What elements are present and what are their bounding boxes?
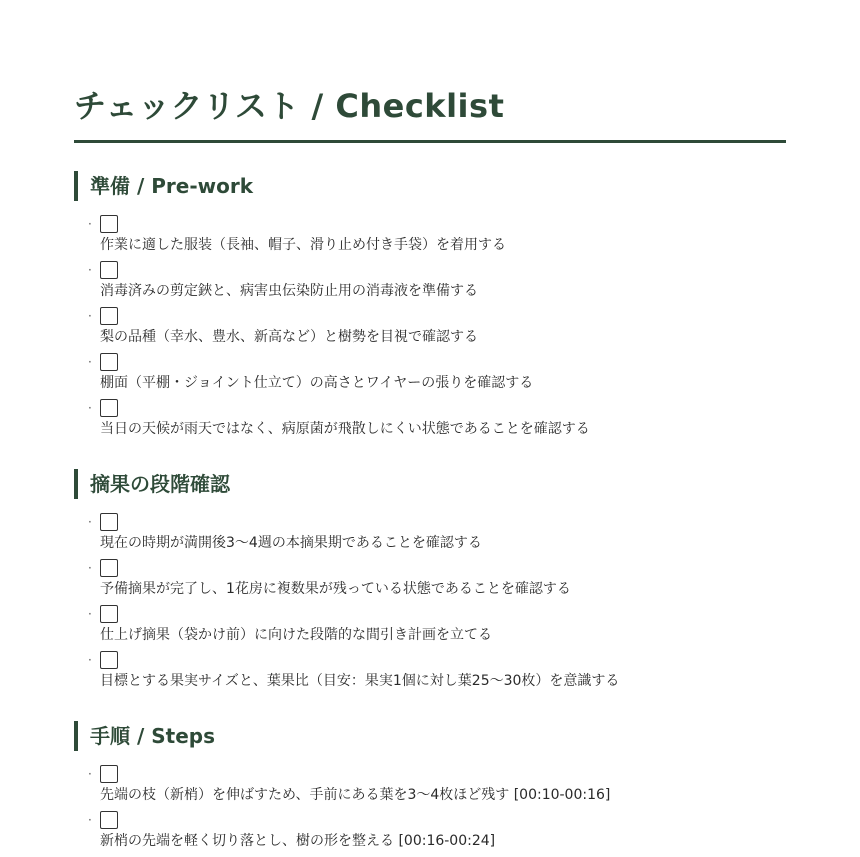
checklist-item [74,215,786,257]
checkbox[interactable] [100,765,118,783]
page-title: チェックリスト / Checklist [74,87,505,125]
section-heading: 準備 / Pre-work [74,171,786,201]
checklist-item-text: 予備摘果が完了し、1花房に複数果が残っている状態であることを確認する [100,581,571,597]
bullet-dot: · [88,607,92,621]
checklist-item-text: 作業に適した服装（長袖、帽子、滑り止め付き手袋）を着用する [100,237,506,253]
bullet-dot: · [88,767,92,781]
checklist-item [74,307,786,349]
checklist-item-text: 先端の枝（新梢）を伸ばすため、手前にある葉を3～4枚ほど残す [00:10-00:16] [100,787,611,803]
checklist-item-text: 目標とする果実サイズと、葉果比（目安：果実1個に対し葉25～30枚）を意識する [100,673,620,689]
bullet-dot: · [88,515,92,529]
section-heading: 摘果の段階確認 [74,469,786,499]
bullet-dot: · [88,653,92,667]
checkbox[interactable] [100,559,118,577]
checkbox[interactable] [100,513,118,531]
checkbox[interactable] [100,353,118,371]
checkbox[interactable] [100,651,118,669]
checkbox[interactable] [100,399,118,417]
checklist-item [74,399,786,441]
checklist-item-text: 棚面（平棚・ジョイント仕立て）の高さとワイヤーの張りを確認する [100,375,534,391]
checkbox[interactable] [100,307,118,325]
checkbox[interactable] [100,605,118,623]
checklist-item [74,559,786,601]
title-divider [74,140,786,143]
bullet-dot: · [88,263,92,277]
bullet-dot: · [88,217,92,231]
checklist-item-text: 新梢の先端を軽く切り落とし、樹の形を整える [00:16-00:24] [100,833,496,849]
checklist-item [74,605,786,647]
checkbox[interactable] [100,261,118,279]
checklist-item [74,513,786,555]
checklist-item [74,765,786,807]
section-prework [74,171,786,441]
section-thinning-stages [74,469,786,693]
checklist-page [74,84,786,857]
checklist-item-text: 現在の時期が満開後3～4週の本摘果期であることを確認する [100,535,482,551]
bullet-dot: · [88,561,92,575]
checklist [74,513,786,693]
checklist-item [74,651,786,693]
checklist-item [74,811,786,853]
checkbox[interactable] [100,215,118,233]
bullet-dot: · [88,813,92,827]
checklist-item [74,261,786,303]
section-heading: 手順 / Steps [74,721,786,751]
checklist [74,215,786,441]
checklist-item-text: 梨の品種（幸水、豊水、新高など）と樹勢を目視で確認する [100,329,478,345]
checkbox[interactable] [100,811,118,829]
checklist-item-text: 仕上げ摘果（袋かけ前）に向けた段階的な間引き計画を立てる [100,627,492,643]
section-steps [74,721,786,853]
bullet-dot: · [88,309,92,323]
checklist [74,765,786,853]
checklist-item-text: 消毒済みの剪定鋏と、病害虫伝染防止用の消毒液を準備する [100,283,478,299]
checklist-item-text: 当日の天候が雨天ではなく、病原菌が飛散しにくい状態であることを確認する [100,421,590,437]
bullet-dot: · [88,355,92,369]
checklist-item [74,353,786,395]
bullet-dot: · [88,401,92,415]
